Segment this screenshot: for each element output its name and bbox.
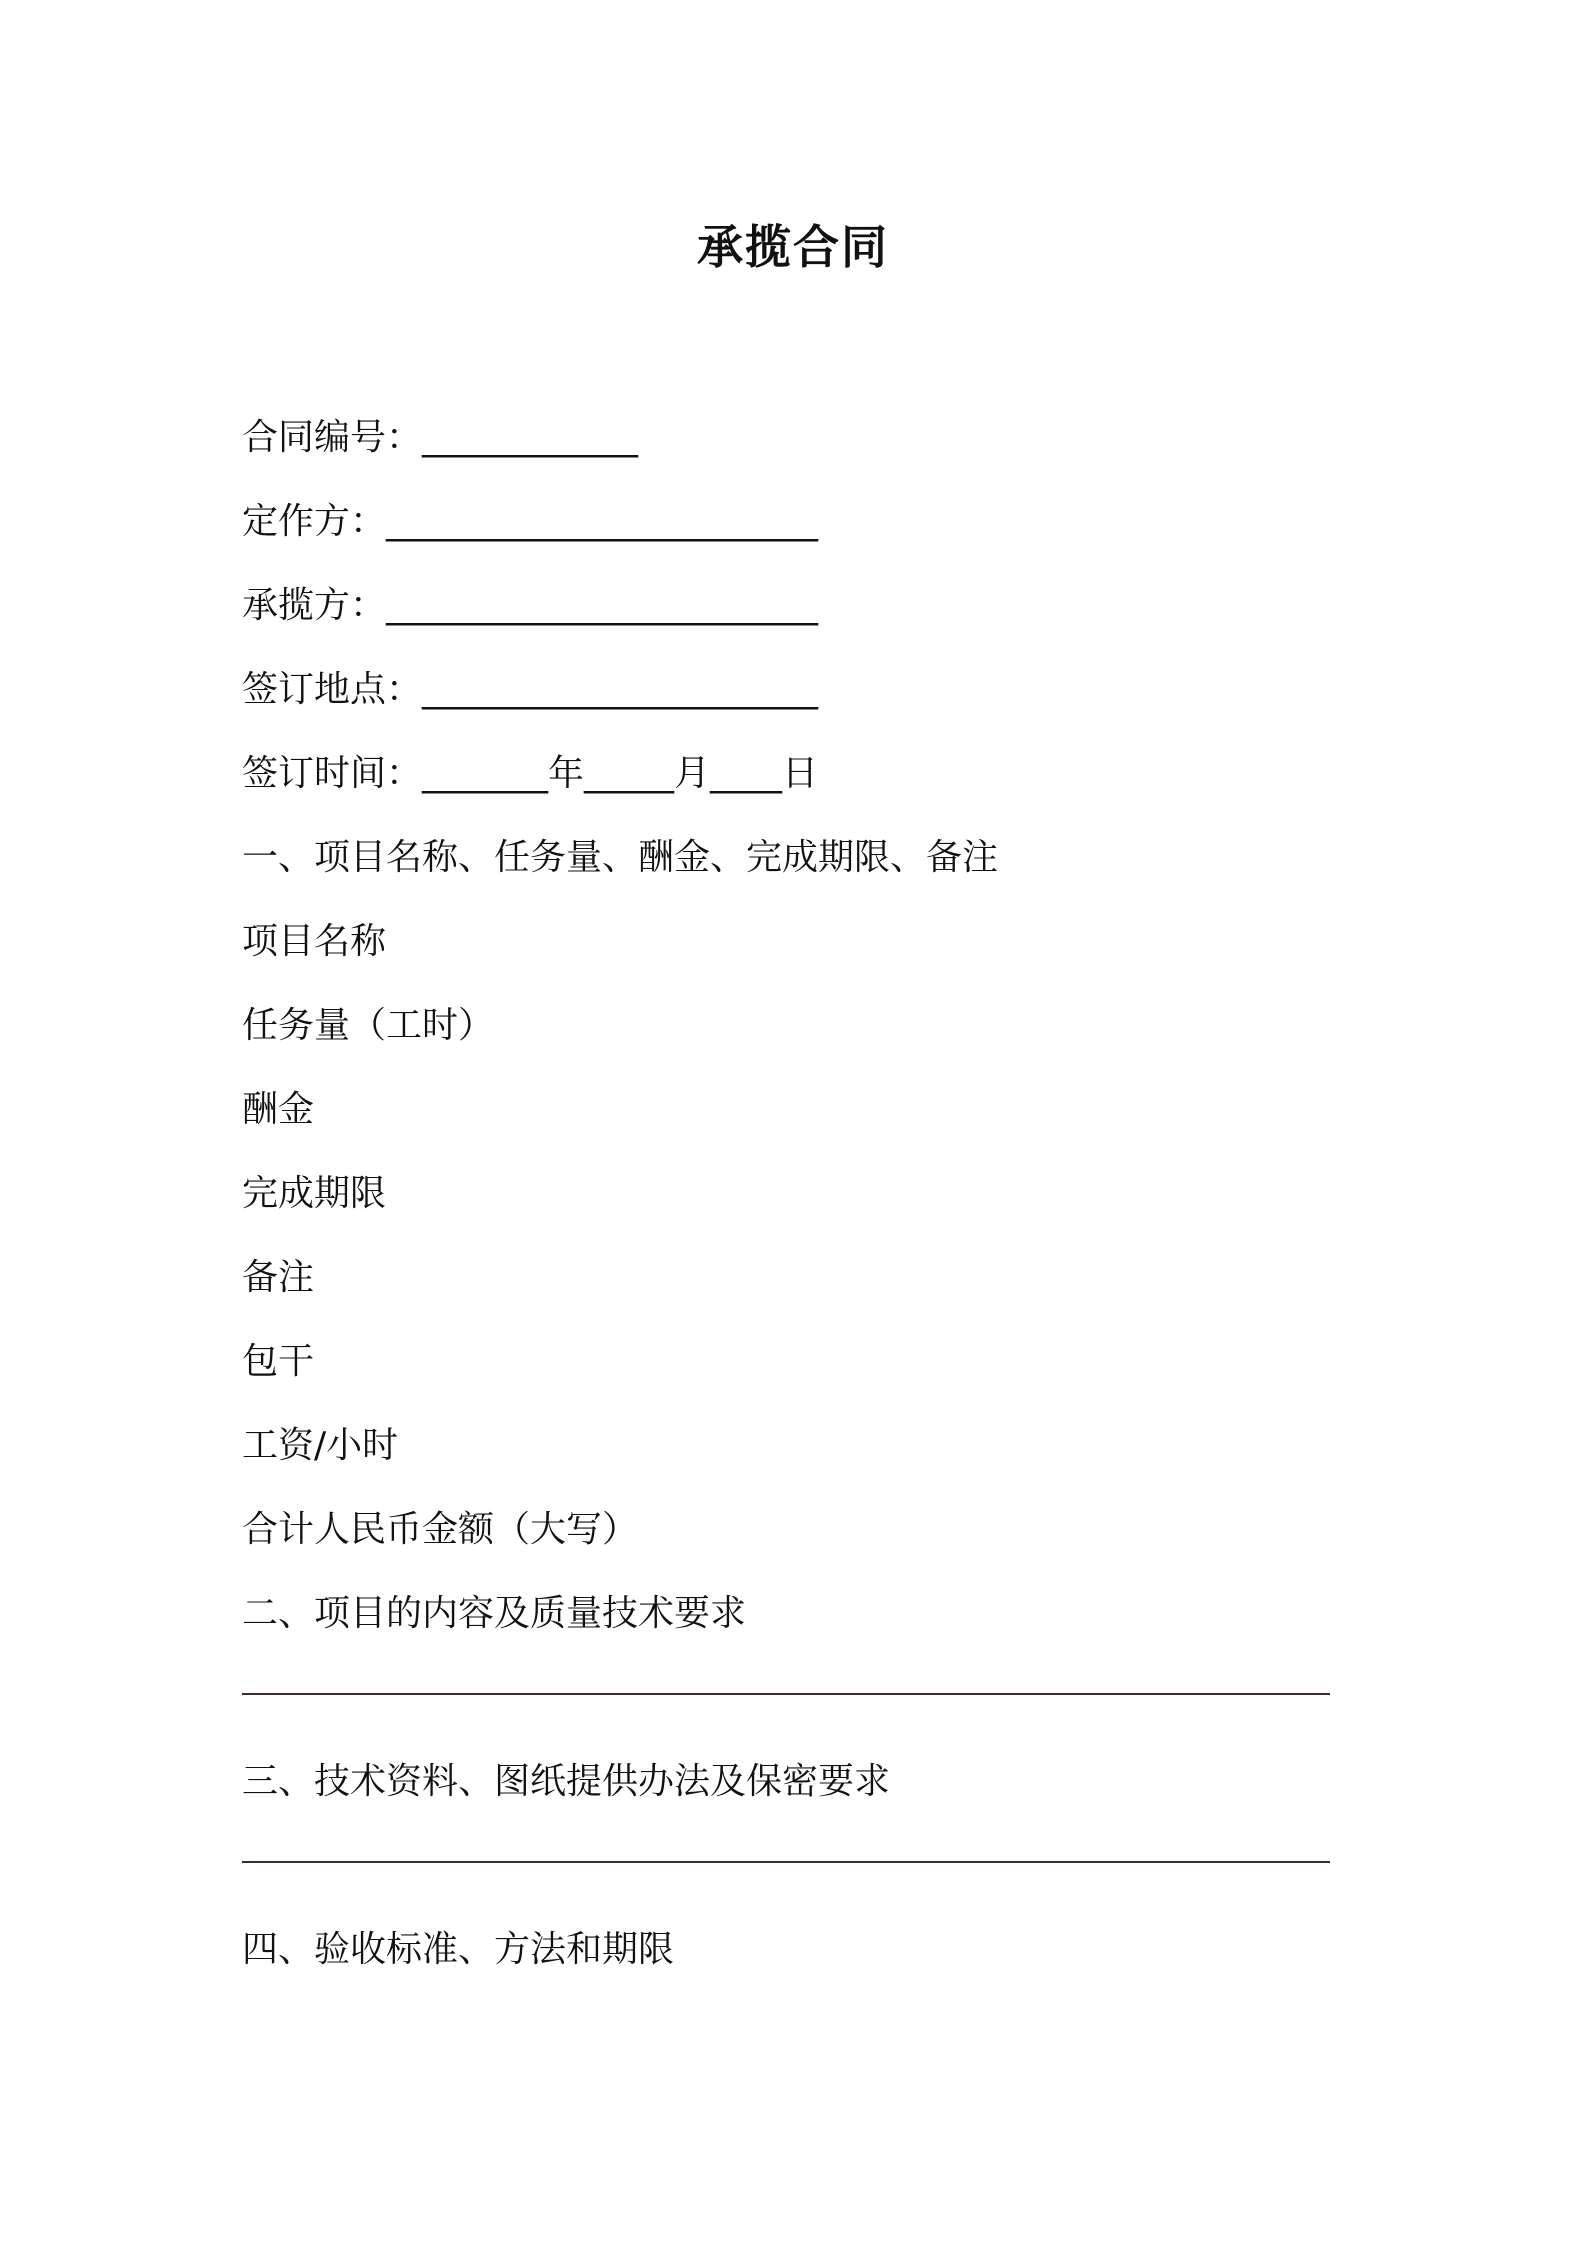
contractor-field: 承揽方：________________________: [242, 585, 819, 626]
sign-time-field: 签订时间：_______年_____月____日: [242, 753, 819, 794]
orderer-field: 定作方：________________________: [242, 501, 819, 542]
section-2-heading: 二、项目的内容及质量技术要求: [242, 1593, 747, 1634]
section-2-fill-line: [242, 1693, 1330, 1695]
sign-place-field: 签订地点：______________________: [242, 669, 819, 710]
section-1-item-remuneration: 酬金: [242, 1089, 315, 1130]
section-1-item-hourly-wage: 工资/小时: [242, 1425, 399, 1466]
section-1-heading: 一、项目名称、任务量、酬金、完成期限、备注: [242, 837, 999, 878]
section-1-item-lump-sum: 包干: [242, 1341, 315, 1382]
section-1-item-total-amount: 合计人民币金额（大写）: [242, 1509, 639, 1550]
section-1-item-deadline: 完成期限: [242, 1173, 387, 1214]
section-1-item-remarks: 备注: [242, 1257, 315, 1298]
section-3-heading: 三、技术资料、图纸提供办法及保密要求: [242, 1761, 891, 1802]
section-3-fill-line: [242, 1861, 1330, 1863]
section-1-item-workload: 任务量（工时）: [242, 1005, 495, 1046]
section-4-heading: 四、验收标准、方法和期限: [242, 1929, 675, 1970]
section-1-item-project-name: 项目名称: [242, 921, 387, 962]
contract-number-field: 合同编号：____________: [242, 417, 639, 458]
document-title: 承揽合同: [697, 220, 889, 274]
